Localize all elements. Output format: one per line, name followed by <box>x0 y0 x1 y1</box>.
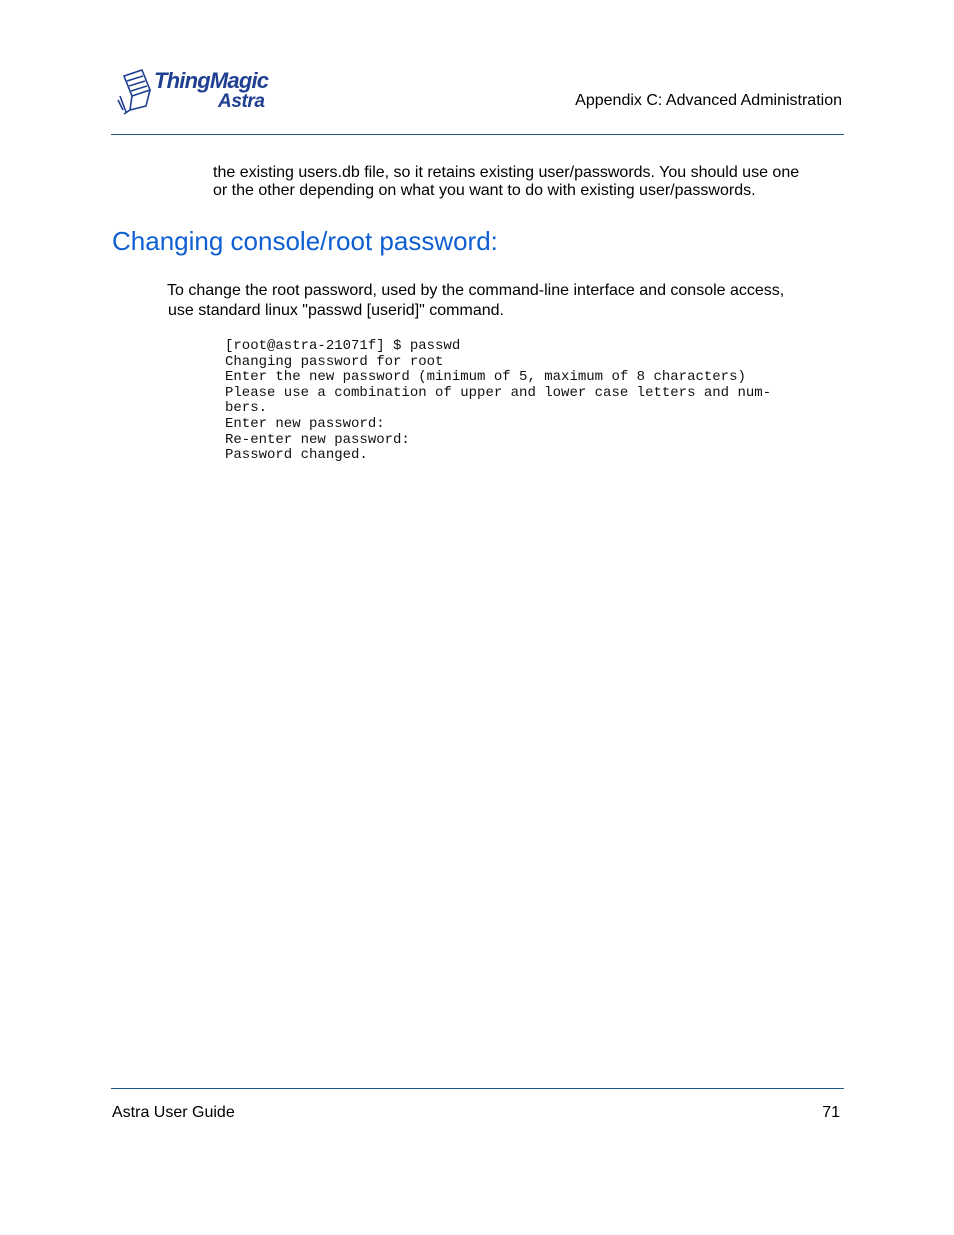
running-header: Appendix C: Advanced Administration <box>575 92 842 109</box>
footer-doc-title: Astra User Guide <box>112 1104 235 1121</box>
intro-line: or the other depending on what you want to do with existing user/passwords. <box>213 182 756 199</box>
intro-paragraph <box>213 164 845 200</box>
instruction-paragraph <box>167 281 837 321</box>
thingmagic-astra-logo <box>116 66 276 118</box>
logo-product-text: Astra <box>218 91 265 112</box>
code-line: Re-enter new password: <box>225 431 410 448</box>
footer-divider <box>111 1088 844 1089</box>
code-block <box>225 339 771 464</box>
code-line: bers. <box>225 400 268 417</box>
intro-line: the existing users.db file, so it retains existing user/passwords. You should use one <box>213 164 800 181</box>
code-line: Please use a combination of upper and lower case letters and num- <box>225 384 772 401</box>
instruction-line: To change the root password, used by the command-line interface and console access, <box>167 282 785 299</box>
logo-brand-text: ThingMagic <box>154 68 269 93</box>
code-line: Enter new password: <box>225 415 385 432</box>
code-line: Changing password for root <box>225 353 444 370</box>
section-heading: Changing console/root password: <box>112 226 498 256</box>
code-line: Password changed. <box>225 447 368 464</box>
page-number: 71 <box>822 1104 840 1121</box>
instruction-line: use standard linux "passwd [userid]" command. <box>168 302 504 319</box>
header-divider <box>111 134 844 135</box>
code-line: [root@astra-21071f] $ passwd <box>225 338 461 354</box>
rfid-reader-icon <box>116 66 154 116</box>
code-line: Enter the new password (minimum of 5, maximum of 8 characters) <box>225 369 746 386</box>
